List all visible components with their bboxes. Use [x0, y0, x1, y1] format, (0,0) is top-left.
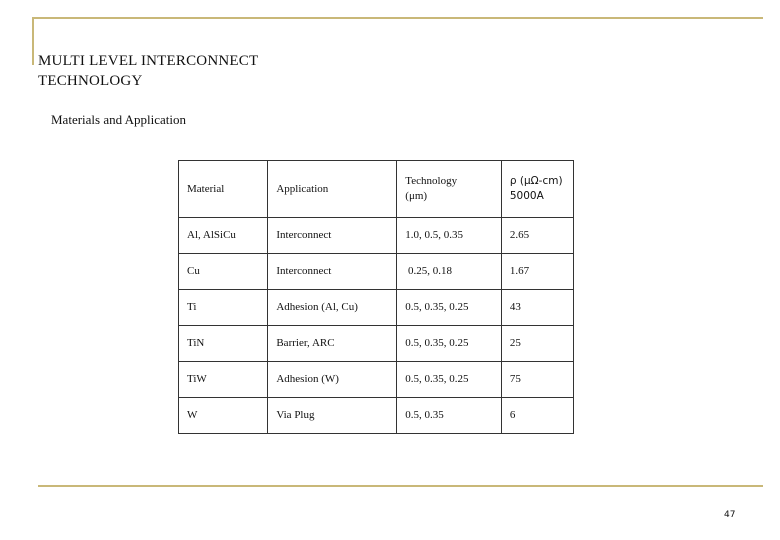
cell-application: Interconnect	[268, 218, 397, 254]
cell-material: Ti	[179, 290, 268, 326]
cell-application: Barrier, ARC	[268, 326, 397, 362]
header-application: Application	[268, 161, 397, 218]
slide-subtitle: Materials and Application	[51, 112, 187, 127]
cell-material: TiN	[179, 326, 268, 362]
cell-resistivity: 25	[501, 326, 573, 362]
page-number: 47	[724, 510, 736, 520]
cell-material: Al, AlSiCu	[179, 218, 268, 254]
slide-title: MULTI LEVEL INTERCONNECT TECHNOLOGY	[38, 53, 259, 89]
cell-resistivity: 1.67	[501, 254, 573, 290]
top-horizontal-rule	[32, 17, 763, 19]
header-technology-unit: (μm)	[405, 190, 428, 202]
table-row	[179, 398, 574, 434]
materials-table	[178, 160, 574, 434]
cell-material: W	[179, 398, 268, 434]
cell-resistivity: 43	[501, 290, 573, 326]
cell-technology: 0.5, 0.35, 0.25	[397, 326, 502, 362]
cell-application: Via Plug	[268, 398, 397, 434]
cell-technology: 1.0, 0.5, 0.35	[397, 218, 502, 254]
table-row	[179, 362, 574, 398]
header-resistivity-thickness: 5000A	[509, 190, 544, 202]
top-left-vertical-rule	[32, 17, 34, 65]
cell-technology: 0.5, 0.35	[397, 398, 502, 434]
cell-resistivity: 2.65	[501, 218, 573, 254]
cell-technology: 0.5, 0.35, 0.25	[397, 362, 502, 398]
cell-resistivity: 75	[501, 362, 573, 398]
table-header-row	[179, 161, 574, 218]
cell-technology: 0.5, 0.35, 0.25	[397, 290, 502, 326]
cell-material: Cu	[179, 254, 268, 290]
header-resistivity	[501, 161, 573, 218]
header-resistivity-label: ρ (μΩ-cm)	[509, 175, 563, 187]
header-technology-label: Technology	[405, 175, 458, 187]
bottom-horizontal-rule	[38, 485, 763, 487]
header-material: Material	[179, 161, 268, 218]
table-row	[179, 218, 574, 254]
cell-material: TiW	[179, 362, 268, 398]
table-row	[179, 290, 574, 326]
cell-technology: 0.25, 0.18	[397, 254, 502, 290]
header-technology	[397, 161, 502, 218]
cell-application: Adhesion (W)	[268, 362, 397, 398]
cell-application: Adhesion (Al, Cu)	[268, 290, 397, 326]
cell-resistivity: 6	[501, 398, 573, 434]
cell-application: Interconnect	[268, 254, 397, 290]
table-row	[179, 254, 574, 290]
table-row	[179, 326, 574, 362]
